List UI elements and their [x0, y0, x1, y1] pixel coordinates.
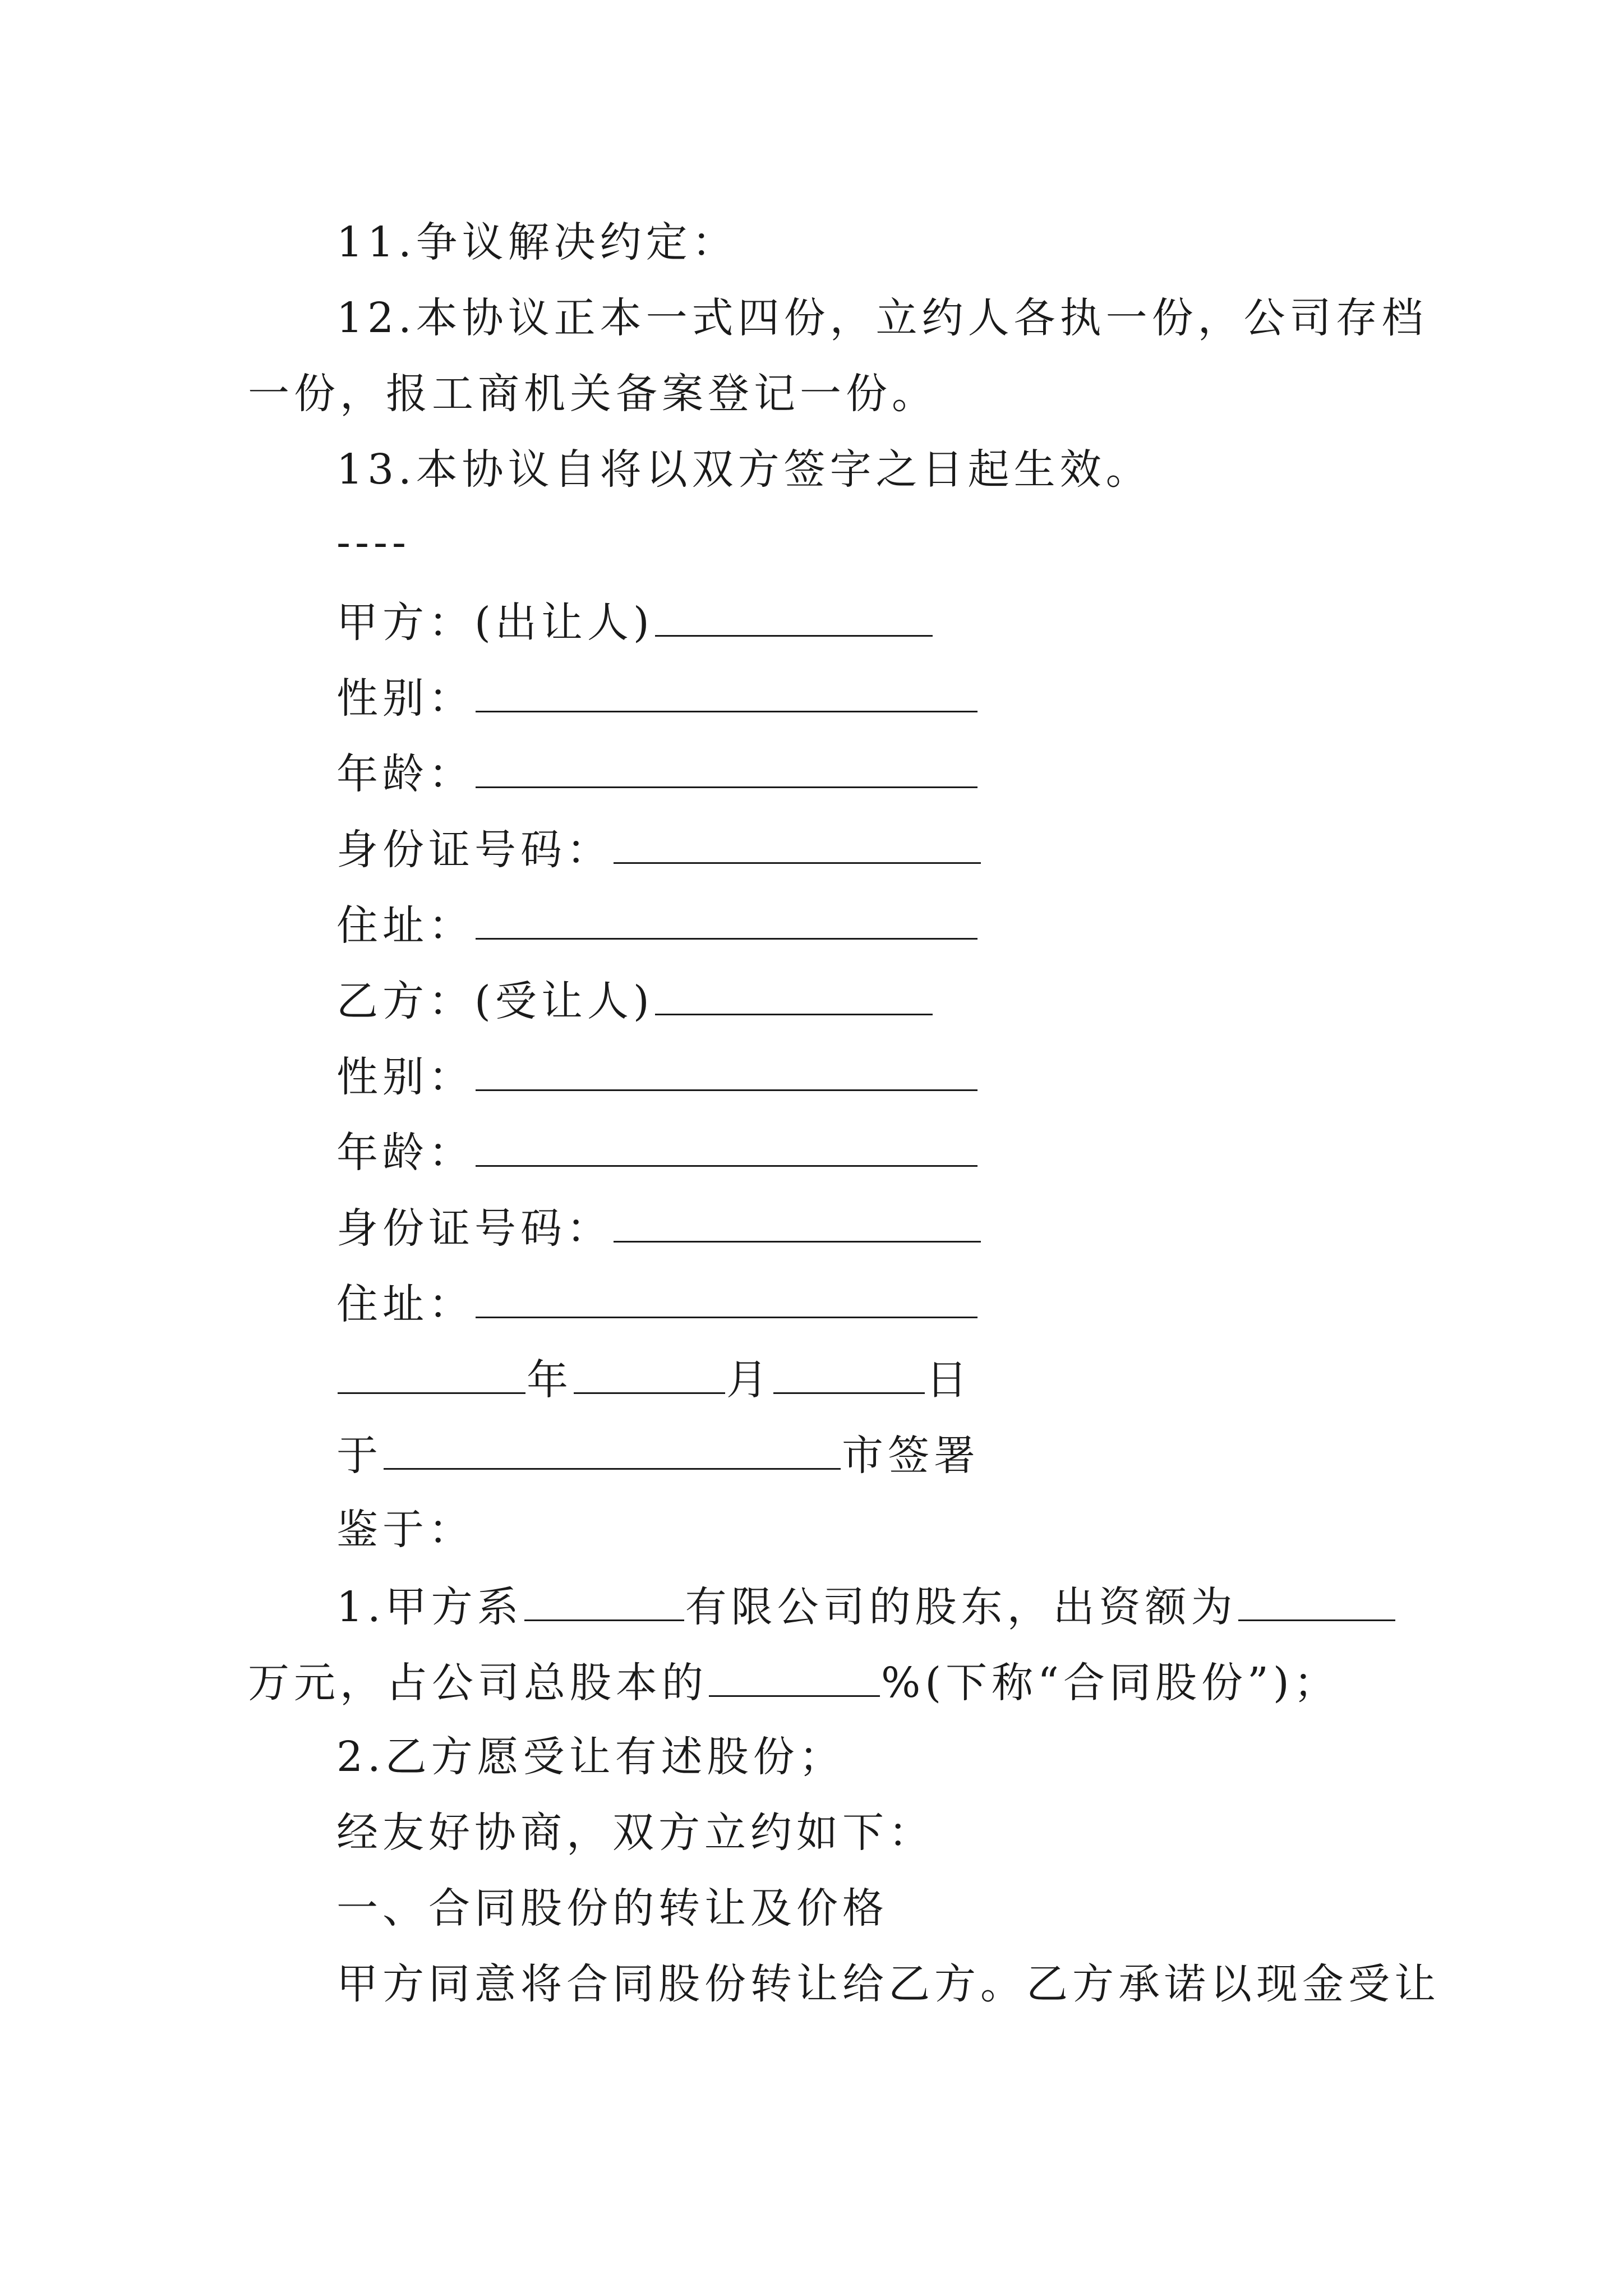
- place-prefix: 于: [336, 1432, 382, 1480]
- party-b-address: [336, 1280, 979, 1328]
- whereas-2-text: 2.乙方愿受让有述股份；: [336, 1733, 845, 1781]
- clause-11: [336, 218, 738, 266]
- party-b-address-label: 住址：: [336, 1280, 474, 1328]
- whereas-1-c: 万元，占公司总股本的: [248, 1659, 708, 1707]
- whereas-heading: [336, 1506, 474, 1554]
- date-year-blank[interactable]: [338, 1358, 525, 1394]
- party-b-age: [336, 1129, 979, 1177]
- party-a-label-text: 甲方：(出让人): [336, 599, 654, 647]
- capital-amount-blank[interactable]: [1238, 1585, 1395, 1621]
- whereas-text: 鉴于：: [336, 1506, 474, 1554]
- party-a-label: [336, 599, 934, 647]
- clause-12-cont-text: 一份，报工商机关备案登记一份。: [248, 370, 938, 418]
- section-1-heading-text: 一、合同股份的转让及价格: [336, 1884, 888, 1932]
- date-line: [336, 1356, 972, 1404]
- whereas-1: [336, 1583, 1396, 1631]
- clause-12: [336, 294, 1428, 342]
- party-a-gender-label: 性别：: [336, 674, 474, 723]
- clause-12-cont: [248, 370, 938, 418]
- date-month-label: 月: [726, 1356, 772, 1404]
- whereas-2: [336, 1733, 845, 1781]
- party-a-address-label: 住址：: [336, 901, 474, 950]
- party-a-id-label: 身份证号码：: [336, 826, 612, 874]
- party-b-label: [336, 977, 934, 1025]
- place-suffix: 市签署: [842, 1432, 980, 1480]
- party-b-id-blank[interactable]: [614, 1206, 981, 1243]
- party-b-id: [336, 1204, 982, 1253]
- party-a-id: [336, 826, 982, 874]
- date-day-label: 日: [926, 1356, 972, 1404]
- party-a-age-blank[interactable]: [476, 752, 978, 788]
- party-b-name-blank[interactable]: [655, 979, 933, 1015]
- whereas-1-a: 1.甲方系: [336, 1583, 523, 1631]
- party-a-age: [336, 750, 979, 798]
- whereas-1-b: 有限公司的股东，出资额为: [685, 1583, 1237, 1631]
- separator: [336, 518, 411, 567]
- party-b-age-blank[interactable]: [476, 1130, 978, 1167]
- date-day-blank[interactable]: [773, 1358, 925, 1394]
- party-b-address-blank[interactable]: [476, 1282, 978, 1318]
- party-a-address: [336, 901, 979, 950]
- party-a-address-blank[interactable]: [476, 903, 978, 940]
- agreement-intro-text: 经友好协商，双方立约如下：: [336, 1809, 934, 1857]
- clause-13: [336, 445, 1152, 494]
- share-percent-blank[interactable]: [709, 1660, 880, 1697]
- agreement-intro: [336, 1809, 934, 1857]
- party-b-gender-blank[interactable]: [476, 1055, 978, 1091]
- place-blank[interactable]: [384, 1433, 841, 1470]
- party-b-label-text: 乙方：(受让人): [336, 977, 654, 1025]
- signing-place: [336, 1432, 980, 1480]
- company-name-blank[interactable]: [524, 1585, 684, 1621]
- clause-11-text: 11.争议解决约定：: [336, 218, 738, 266]
- party-a-gender: [336, 674, 979, 723]
- party-b-gender: [336, 1053, 979, 1101]
- date-month-blank[interactable]: [574, 1358, 725, 1394]
- clause-12-text: 12.本协议正本一式四份，立约人各执一份，公司存档: [336, 294, 1428, 342]
- party-b-gender-label: 性别：: [336, 1053, 474, 1101]
- party-a-name-blank[interactable]: [655, 600, 933, 637]
- whereas-1-cont: [248, 1659, 1340, 1707]
- separator-text: ----: [336, 518, 411, 567]
- party-b-id-label: 身份证号码：: [336, 1204, 612, 1253]
- party-a-id-blank[interactable]: [614, 827, 981, 864]
- section-1-heading: [336, 1884, 888, 1932]
- whereas-1-d: %(下称“合同股份”)；: [881, 1659, 1340, 1707]
- section-1-body-text: 甲方同意将合同股份转让给乙方。乙方承诺以现金受让: [336, 1960, 1440, 2008]
- clause-13-text: 13.本协议自将以双方签字之日起生效。: [336, 445, 1152, 494]
- party-a-gender-blank[interactable]: [476, 676, 978, 712]
- section-1-body: [336, 1960, 1440, 2008]
- party-a-age-label: 年龄：: [336, 750, 474, 798]
- party-b-age-label: 年龄：: [336, 1129, 474, 1177]
- date-year-label: 年: [527, 1356, 573, 1404]
